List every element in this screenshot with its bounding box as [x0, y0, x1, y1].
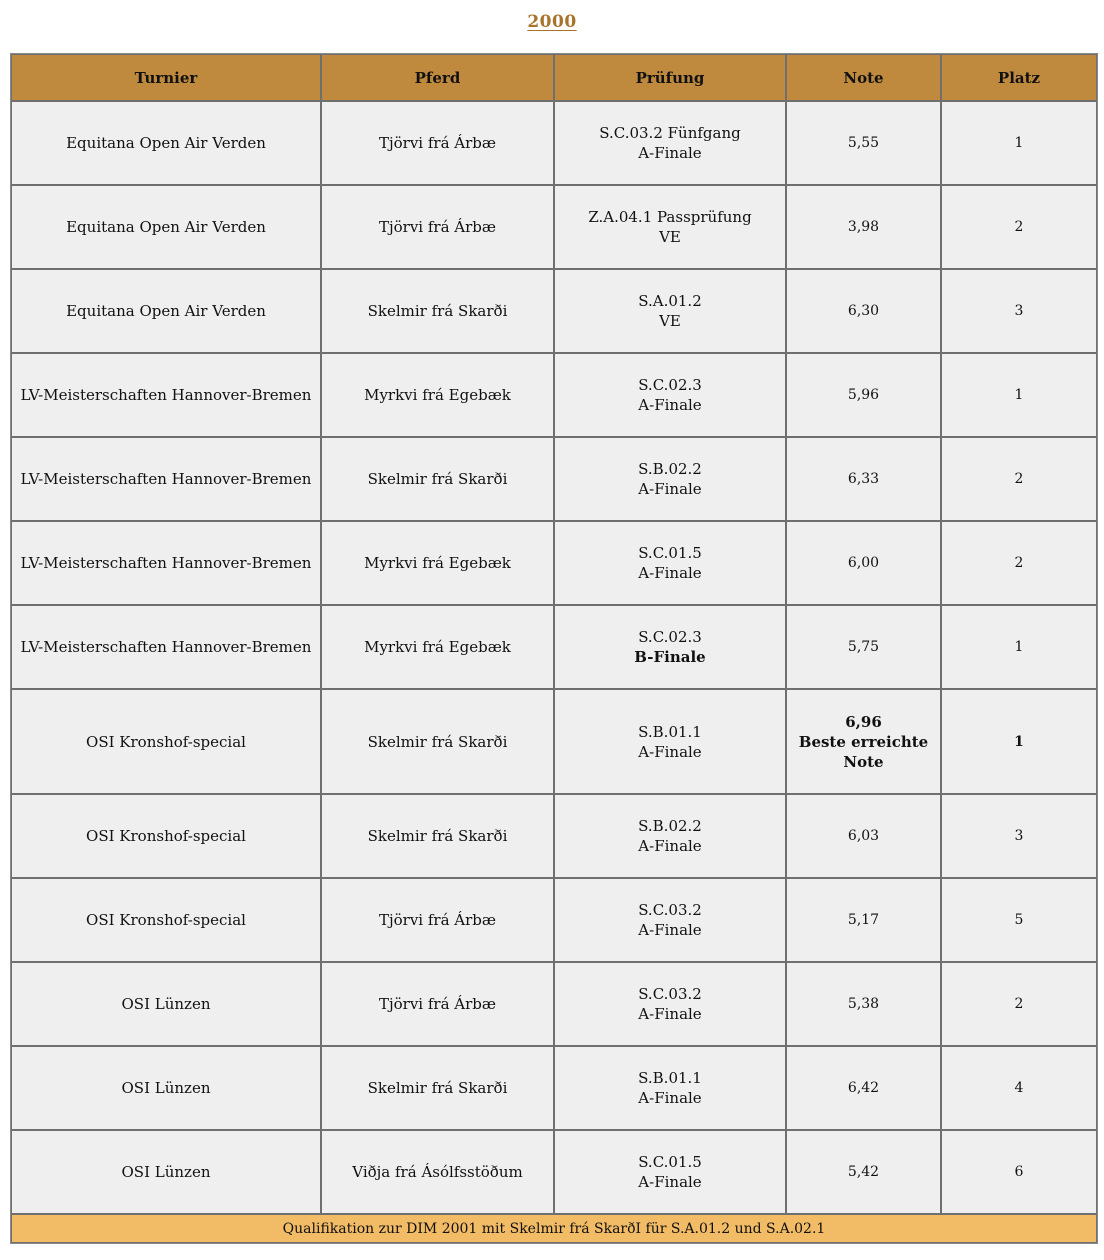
cell-pferd: Skelmir frá Skarði [321, 437, 554, 521]
cell-platz: 1 [941, 689, 1097, 794]
table-row [11, 185, 1097, 269]
cell-pruefung [554, 1046, 786, 1130]
cell-note: 6,33 [786, 437, 941, 521]
pruefung-code: S.B.01.1 [638, 722, 702, 741]
cell-turnier: OSI Kronshof-special [11, 794, 321, 878]
pruefung-code: S.A.01.2 [638, 292, 702, 310]
cell-pruefung [554, 962, 786, 1046]
year-heading[interactable]: 2000 [527, 12, 577, 32]
pruefung-finale: B-Finale [634, 648, 706, 666]
cell-note: 5,75 [786, 605, 941, 689]
cell-turnier: Equitana Open Air Verden [11, 269, 321, 353]
results-table [10, 53, 1098, 1244]
cell-pruefung [554, 101, 786, 185]
cell-turnier: Equitana Open Air Verden [11, 185, 321, 269]
cell-turnier: OSI Kronshof-special [11, 878, 321, 962]
column-header-turnier: Turnier [11, 54, 321, 101]
cell-pruefung [554, 521, 786, 605]
column-header-pruefung: Prüfung [554, 54, 786, 101]
column-header-note: Note [786, 54, 941, 101]
cell-pruefung [554, 689, 786, 794]
pruefung-finale: VE [659, 312, 681, 330]
cell-pruefung [554, 437, 786, 521]
cell-pruefung [554, 353, 786, 437]
column-header-platz: Platz [941, 54, 1097, 101]
cell-pferd: Skelmir frá Skarði [321, 794, 554, 878]
pruefung-code: S.C.01.5 [638, 1153, 702, 1171]
pruefung-finale: A-Finale [638, 564, 702, 582]
cell-note [786, 689, 941, 794]
cell-turnier: OSI Kronshof-special [11, 689, 321, 794]
cell-pferd: Viðja frá Ásólfsstöðum [321, 1130, 554, 1214]
pruefung-finale: A-Finale [638, 144, 702, 162]
table-row [11, 794, 1097, 878]
pruefung-code: S.C.03.2 Fünfgang [599, 124, 741, 142]
cell-pferd: Skelmir frá Skarði [321, 1046, 554, 1130]
cell-pferd: Tjörvi frá Árbæ [321, 962, 554, 1046]
pruefung-finale: A-Finale [638, 1005, 702, 1023]
cell-pferd: Myrkvi frá Egebæk [321, 605, 554, 689]
cell-note: 5,17 [786, 878, 941, 962]
note-remark: Beste erreichte [798, 732, 929, 751]
pruefung-finale: A-Finale [638, 480, 702, 498]
table-row [11, 878, 1097, 962]
cell-pferd: Tjörvi frá Árbæ [321, 185, 554, 269]
column-header-pferd: Pferd [321, 54, 554, 101]
cell-note: 5,38 [786, 962, 941, 1046]
cell-turnier: OSI Lünzen [11, 1046, 321, 1130]
pruefung-finale: A-Finale [638, 742, 702, 761]
cell-note: 5,96 [786, 353, 941, 437]
cell-platz: 3 [941, 269, 1097, 353]
year-heading-wrap [0, 0, 1104, 44]
cell-note: 5,55 [786, 101, 941, 185]
pruefung-code: S.C.01.5 [638, 544, 702, 562]
cell-pferd: Skelmir frá Skarði [321, 689, 554, 794]
cell-turnier: LV-Meisterschaften Hannover-Bremen [11, 437, 321, 521]
cell-note: 6,30 [786, 269, 941, 353]
pruefung-finale: A-Finale [638, 1173, 702, 1191]
pruefung-code: S.B.02.2 [638, 817, 702, 835]
cell-platz: 1 [941, 605, 1097, 689]
table-row [11, 437, 1097, 521]
footer-row [11, 1214, 1097, 1243]
pruefung-finale: A-Finale [638, 396, 702, 414]
cell-platz: 2 [941, 521, 1097, 605]
cell-platz: 6 [941, 1130, 1097, 1214]
table-row [11, 689, 1097, 794]
table-row [11, 1130, 1097, 1214]
cell-turnier: LV-Meisterschaften Hannover-Bremen [11, 605, 321, 689]
table-row [11, 605, 1097, 689]
table-row [11, 101, 1097, 185]
pruefung-code: S.C.03.2 [638, 985, 702, 1003]
cell-pferd: Myrkvi frá Egebæk [321, 353, 554, 437]
cell-note: 6,03 [786, 794, 941, 878]
cell-platz: 3 [941, 794, 1097, 878]
cell-pferd: Myrkvi frá Egebæk [321, 521, 554, 605]
cell-platz: 4 [941, 1046, 1097, 1130]
cell-note: 5,42 [786, 1130, 941, 1214]
cell-platz: 2 [941, 185, 1097, 269]
table-row [11, 521, 1097, 605]
cell-pruefung [554, 1130, 786, 1214]
cell-platz: 2 [941, 962, 1097, 1046]
pruefung-code: S.C.02.3 [638, 376, 702, 394]
pruefung-finale: VE [659, 228, 681, 246]
table-row [11, 1046, 1097, 1130]
cell-turnier: Equitana Open Air Verden [11, 101, 321, 185]
table-row [11, 269, 1097, 353]
cell-turnier: OSI Lünzen [11, 1130, 321, 1214]
cell-pferd: Tjörvi frá Árbæ [321, 101, 554, 185]
note-remark-2: Note [843, 752, 884, 771]
table-row [11, 353, 1097, 437]
pruefung-code: S.B.01.1 [638, 1069, 702, 1087]
table-row [11, 962, 1097, 1046]
cell-pferd: Skelmir frá Skarði [321, 269, 554, 353]
qualification-note: Qualifikation zur DIM 2001 mit Skelmir frá SkarðI für S.A.01.2 und S.A.02.1 [11, 1214, 1097, 1243]
cell-pruefung [554, 185, 786, 269]
pruefung-code: S.B.02.2 [638, 460, 702, 478]
cell-pferd: Tjörvi frá Árbæ [321, 878, 554, 962]
cell-pruefung [554, 878, 786, 962]
cell-note: 6,42 [786, 1046, 941, 1130]
pruefung-finale: A-Finale [638, 1089, 702, 1107]
note-value: 6,96 [845, 712, 882, 731]
cell-platz: 1 [941, 101, 1097, 185]
cell-turnier: LV-Meisterschaften Hannover-Bremen [11, 353, 321, 437]
cell-pruefung [554, 269, 786, 353]
pruefung-finale: A-Finale [638, 837, 702, 855]
pruefung-code: Z.A.04.1 Passprüfung [588, 208, 752, 226]
cell-note: 3,98 [786, 185, 941, 269]
pruefung-code: S.C.02.3 [638, 628, 702, 646]
pruefung-code: S.C.03.2 [638, 901, 702, 919]
header-row [11, 54, 1097, 101]
cell-turnier: OSI Lünzen [11, 962, 321, 1046]
pruefung-finale: A-Finale [638, 921, 702, 939]
cell-platz: 2 [941, 437, 1097, 521]
cell-pruefung [554, 605, 786, 689]
cell-platz: 5 [941, 878, 1097, 962]
cell-turnier: LV-Meisterschaften Hannover-Bremen [11, 521, 321, 605]
cell-platz: 1 [941, 353, 1097, 437]
cell-pruefung [554, 794, 786, 878]
cell-note: 6,00 [786, 521, 941, 605]
